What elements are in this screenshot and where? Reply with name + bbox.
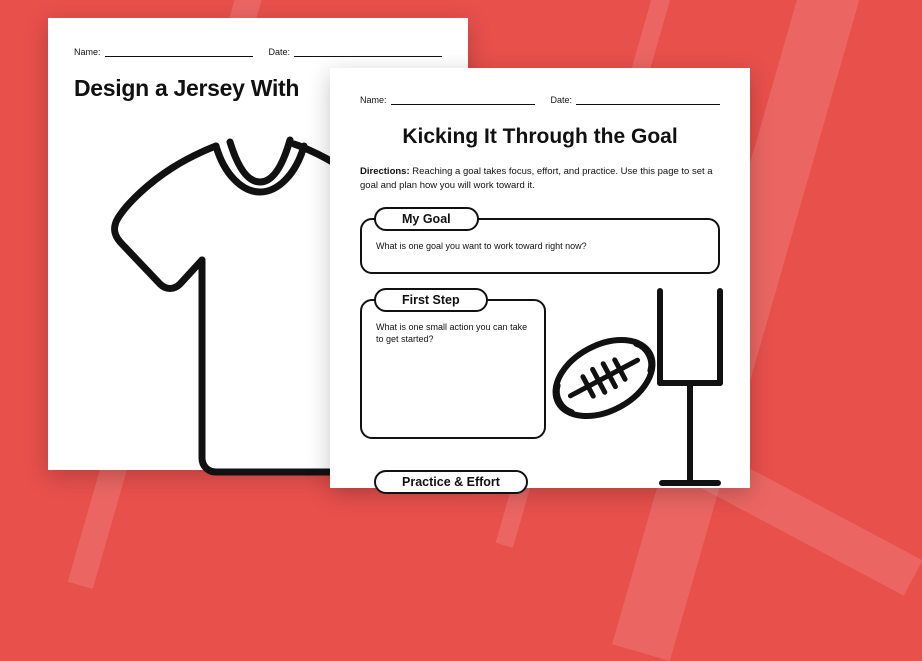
section-my-goal <box>360 207 720 274</box>
name-date-row <box>74 46 442 57</box>
answer-box-first-step[interactable] <box>360 299 546 439</box>
directions-body: Reaching a goal takes focus, effort, and practice. Use this page to set a goal and plan how you will work toward it. <box>360 166 713 191</box>
football-goalpost-icon <box>538 283 738 488</box>
date-label: Date: <box>268 47 291 57</box>
name-date-row <box>360 94 720 105</box>
date-input-line[interactable] <box>294 46 442 57</box>
name-input-line[interactable] <box>105 46 253 57</box>
name-label: Name: <box>74 47 101 57</box>
date-input-line[interactable] <box>576 94 720 105</box>
prompt-first-step: What is one small action you can take to get started? <box>376 321 528 344</box>
page-title: Kicking It Through the Goal <box>402 125 678 148</box>
directions-label: Directions: <box>360 166 410 177</box>
prompt-my-goal: What is one goal you want to work toward right now? <box>376 240 587 251</box>
section-heading-my-goal: My Goal <box>374 207 479 231</box>
name-label: Name: <box>360 95 387 105</box>
jersey-page-title: Design a Jersey With <box>74 75 300 101</box>
directions-text <box>360 165 720 193</box>
name-input-line[interactable] <box>391 94 535 105</box>
section-heading-first-step: First Step <box>374 288 488 312</box>
date-label: Date: <box>550 95 573 105</box>
worksheet-page-goal[interactable] <box>330 68 750 488</box>
section-heading-practice-effort: Practice & Effort <box>374 470 528 494</box>
